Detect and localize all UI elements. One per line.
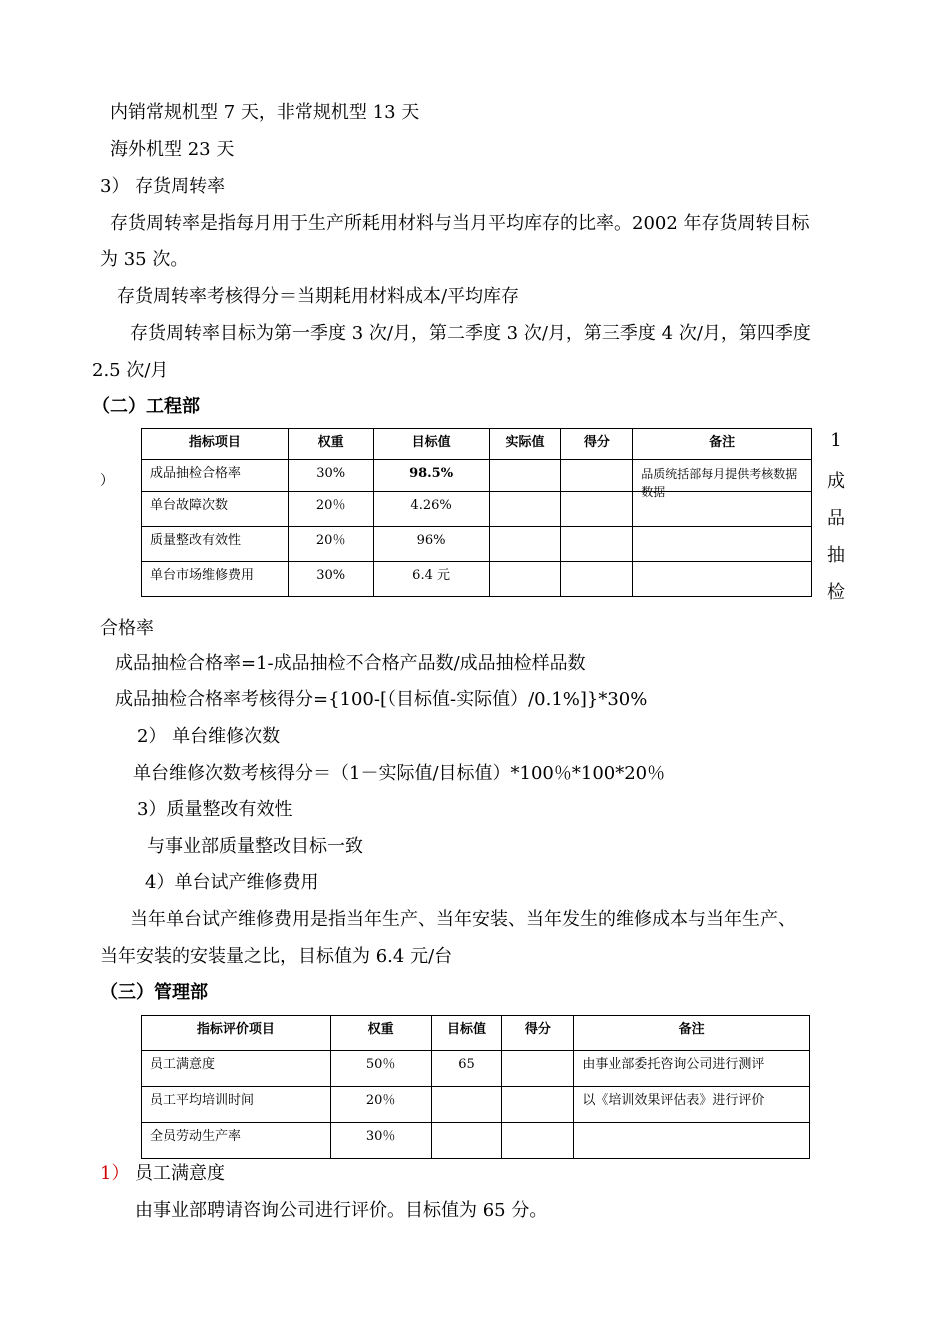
section-heading-engineering: （二）工程部	[92, 396, 200, 417]
table-cell	[489, 562, 561, 597]
table-header-cell: 权重	[330, 1016, 431, 1051]
table-cell: 员工满意度	[142, 1051, 331, 1087]
table-cell	[502, 1051, 574, 1087]
table-cell: 30％	[330, 1123, 431, 1159]
subheading: 员工满意度	[135, 1163, 225, 1184]
table-cell: 品质统括部每月提供考核数据数据	[633, 460, 812, 492]
table-cell: 单台市场维修费用	[142, 562, 289, 597]
table-cell: 98.5%	[373, 460, 489, 492]
table-cell	[561, 527, 633, 562]
table-cell: 由事业部委托咨询公司进行测评	[574, 1051, 810, 1087]
list-number: 1）	[100, 1163, 130, 1184]
table-cell: 单台故障次数	[142, 492, 289, 527]
table-row	[142, 1123, 810, 1159]
vertical-text-char: 成	[827, 471, 845, 492]
table-cell: 96%	[373, 527, 489, 562]
table-row	[142, 492, 812, 527]
paren-mark: ）	[100, 473, 114, 489]
table-cell: 20％	[330, 1087, 431, 1123]
text-line: 合格率	[100, 618, 154, 639]
table-header-cell: 权重	[288, 429, 373, 460]
text-line: 内销常规机型 7 天，非常规机型 13 天	[110, 102, 420, 123]
table-cell: 65	[431, 1051, 502, 1087]
subheading: 2） 单台维修次数	[137, 726, 281, 747]
table-header-cell: 指标项目	[142, 429, 289, 460]
table-row	[142, 562, 812, 597]
formula-line: 成品抽检合格率=1-成品抽检不合格产品数/成品抽检样品数	[115, 653, 586, 674]
table-header-cell: 备注	[574, 1016, 810, 1051]
table-row	[142, 460, 812, 492]
table-header-cell: 备注	[633, 429, 812, 460]
vertical-text-char: 抽	[827, 545, 845, 566]
table-header-cell: 指标评价项目	[142, 1016, 331, 1051]
subheading: 4）单台试产维修费用	[145, 872, 319, 893]
table-cell	[489, 527, 561, 562]
table-header-cell: 实际值	[489, 429, 561, 460]
table-cell	[561, 562, 633, 597]
table-cell	[633, 527, 812, 562]
subheading: 3）质量整改有效性	[137, 799, 293, 820]
table-cell: 员工平均培训时间	[142, 1087, 331, 1123]
table-cell	[633, 562, 812, 597]
table-cell	[561, 460, 633, 492]
vertical-text-char: 1	[830, 430, 842, 451]
table-cell	[502, 1123, 574, 1159]
paragraph-line: 当年安装的安装量之比，目标值为 6.4 元/台	[100, 946, 453, 967]
paragraph-line: 存货周转率是指每月用于生产所耗用材料与当月平均库存的比率。2002 年存货周转目标	[110, 213, 810, 234]
formula-line: 成品抽检合格率考核得分={100-[（目标值-实际值）/0.1%]}*30%	[115, 689, 648, 710]
table-header-row	[142, 1016, 810, 1051]
table-cell: 以《培训效果评估表》进行评价	[574, 1087, 810, 1123]
formula-line: 单台维修次数考核得分＝（1－实际值/目标值）*100％*100*20％	[133, 763, 666, 784]
table-header-cell: 得分	[561, 429, 633, 460]
table-cell: 20％	[288, 492, 373, 527]
table-cell	[431, 1123, 502, 1159]
table-cell	[561, 492, 633, 527]
paragraph-line: 由事业部聘请咨询公司进行评价。目标值为 65 分。	[135, 1200, 548, 1221]
paragraph-line: 2.5 次/月	[92, 360, 169, 381]
table-cell: 30%	[288, 562, 373, 597]
table-header-cell: 目标值	[431, 1016, 502, 1051]
table-cell: 成品抽检合格率	[142, 460, 289, 492]
formula-line: 存货周转率考核得分＝当期耗用材料成本/平均库存	[117, 286, 520, 307]
table-row	[142, 1051, 810, 1087]
table-cell: 30%	[288, 460, 373, 492]
paragraph-line: 当年单台试产维修费用是指当年生产、当年安装、当年发生的维修成本与当年生产、	[130, 909, 796, 930]
engineering-kpi-table	[141, 428, 812, 597]
table-cell: 全员劳动生产率	[142, 1123, 331, 1159]
table-cell: 质量整改有效性	[142, 527, 289, 562]
table-cell	[489, 492, 561, 527]
vertical-text-char: 品	[827, 508, 845, 529]
text-line: 海外机型 23 天	[110, 139, 235, 160]
table-row	[142, 527, 812, 562]
table-header-cell: 得分	[502, 1016, 574, 1051]
text-line: 与事业部质量整改目标一致	[147, 836, 363, 857]
table-cell	[431, 1087, 502, 1123]
table-header-cell: 目标值	[373, 429, 489, 460]
paragraph-line: 为 35 次。	[100, 249, 189, 270]
management-kpi-table	[141, 1015, 810, 1159]
table-cell	[502, 1087, 574, 1123]
table-row	[142, 1087, 810, 1123]
table-cell: 20％	[288, 527, 373, 562]
subheading: 3） 存货周转率	[100, 176, 226, 197]
table-cell: 6.4 元	[373, 562, 489, 597]
table-cell: 50％	[330, 1051, 431, 1087]
vertical-text-char: 检	[827, 582, 845, 603]
section-heading-management: （三）管理部	[100, 982, 208, 1003]
table-cell: 4.26%	[373, 492, 489, 527]
table-cell	[489, 460, 561, 492]
table-header-row	[142, 429, 812, 460]
table-cell	[574, 1123, 810, 1159]
paragraph-line: 存货周转率目标为第一季度 3 次/月，第二季度 3 次/月，第三季度 4 次/月，第四季度	[130, 323, 811, 344]
